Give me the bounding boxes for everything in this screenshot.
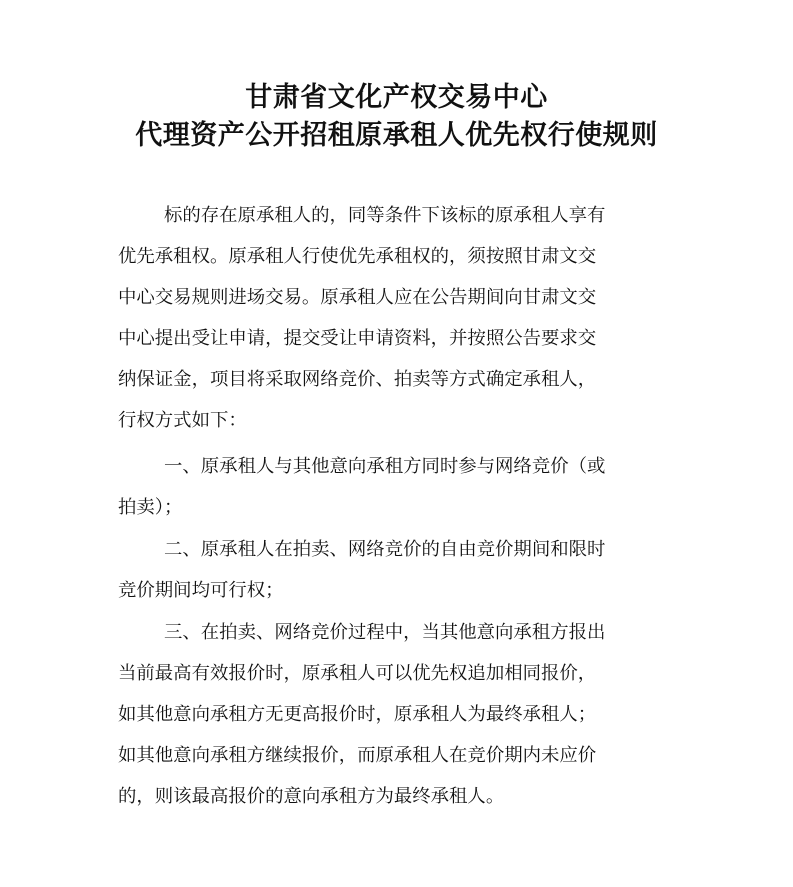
paragraph-line: 中心提出受让申请，提交受让申请资料，并按照公告要求交	[118, 328, 597, 349]
paragraph-line: 纳保证金，项目将采取网络竞价、拍卖等方式确定承租人，	[118, 369, 597, 390]
paragraph-line: 一、原承租人与其他意向承租方同时参与网络竞价（或	[164, 456, 606, 477]
paragraph-line: 的，则该最高报价的意向承租方为最终承租人。	[118, 786, 505, 807]
paragraph-line: 优先承租权。原承租人行使优先承租权的，须按照甘肃文交	[118, 246, 597, 267]
paragraph-line: 三、在拍卖、网络竞价过程中，当其他意向承租方报出	[164, 622, 606, 643]
paragraph-line: 标的存在原承租人的，同等条件下该标的原承租人享有	[164, 205, 606, 226]
paragraph-line: 如其他意向承租方继续报价，而原承租人在竞价期内未应价	[118, 745, 597, 766]
paragraph-line: 中心交易规则进场交易。原承租人应在公告期间向甘肃文交	[118, 287, 597, 308]
paragraph-line: 行权方式如下：	[118, 410, 247, 431]
title-line-2: 代理资产公开招租原承租人优先权行使规则	[135, 120, 658, 151]
paragraph-line: 拍卖）；	[118, 497, 183, 518]
paragraph-line: 竞价期间均可行权；	[118, 580, 284, 601]
paragraph-line: 如其他意向承租方无更高报价时，原承租人为最终承租人；	[118, 704, 597, 725]
title-line-1: 甘肃省文化产权交易中心	[245, 82, 548, 113]
paragraph-line: 当前最高有效报价时，原承租人可以优先权追加相同报价，	[118, 663, 597, 684]
paragraph-line: 二、原承租人在拍卖、网络竞价的自由竞价期间和限时	[164, 539, 606, 560]
